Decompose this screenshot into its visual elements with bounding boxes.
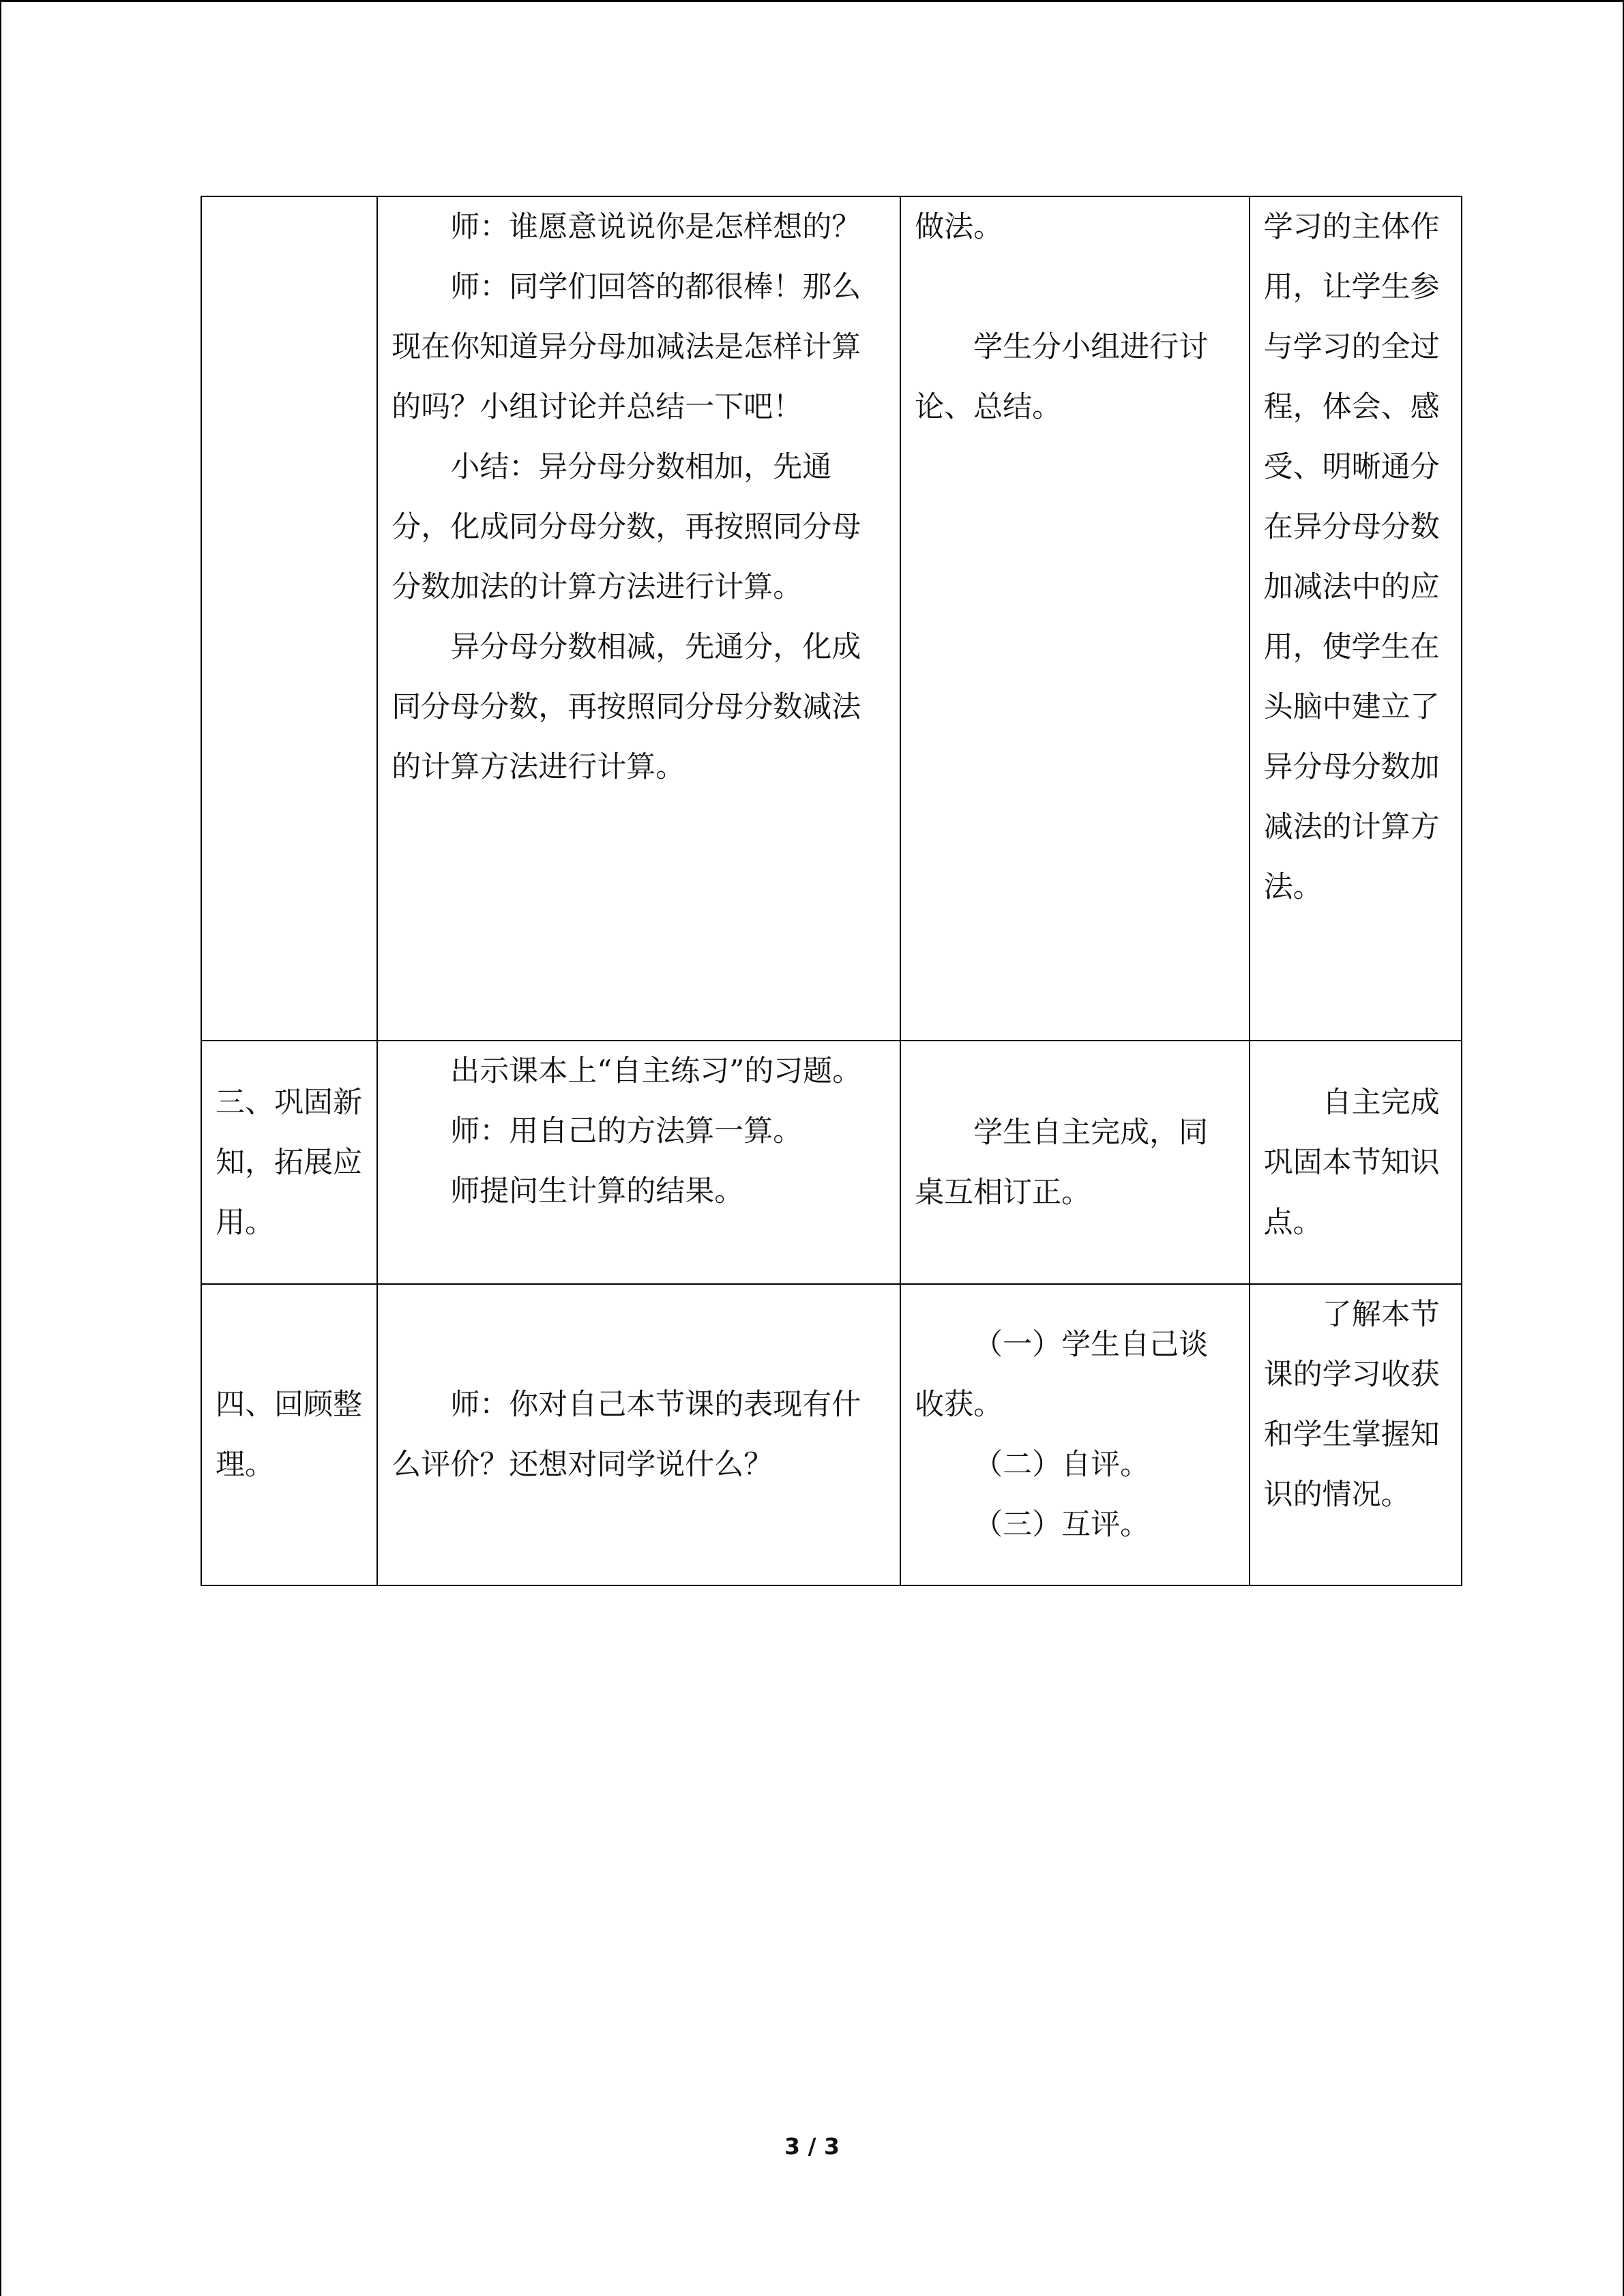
teacher-paragraph: 师：谁愿意说说你是怎样想的？: [450, 210, 861, 244]
teacher-paragraph: 师：你对自己本节课的表现有什么评价？还想对同学说什么？: [392, 1388, 861, 1482]
teacher-paragraph: 出示课本上“自主练习”的习题。: [450, 1054, 862, 1088]
teacher-paragraph: 师提问生计算的结果。: [450, 1174, 744, 1208]
student-paragraph: （一）学生自己谈收获。: [915, 1328, 1209, 1422]
teacher-paragraph: 师：同学们回答的都很棒！那么现在你知道异分母加减法是怎样计算的吗？小组讨论并总结一下吧！: [392, 270, 861, 424]
student-activity-cell: [900, 1041, 1250, 1284]
stage-text: 三、巩固新知，拓展应用。: [216, 1085, 362, 1240]
intent-paragraph: 自主完成巩固本节知识点。: [1263, 1085, 1440, 1240]
student-paragraph: 做法。: [915, 210, 1003, 244]
student-paragraph: 学生分小组进行讨论、总结。: [915, 330, 1209, 424]
teacher-activity-cell: [377, 1041, 900, 1284]
table-row: [201, 1284, 1462, 1585]
teacher-activity-cell: [377, 1284, 900, 1585]
teacher-paragraph: 师：用自己的方法算一算。: [450, 1114, 803, 1148]
student-activity-cell: [900, 1284, 1250, 1585]
page-number: 3 / 3: [784, 2133, 840, 2160]
design-intent-cell: [1250, 1041, 1462, 1284]
page-top-border: [0, 0, 1624, 2]
stage-cell: [201, 1284, 377, 1585]
student-paragraph: （三）互评。: [973, 1508, 1150, 1542]
stage-text: 四、回顾整理。: [216, 1388, 362, 1482]
lesson-plan-table: [201, 196, 1462, 1586]
student-paragraph: 学生自主完成，同桌互相订正。: [915, 1115, 1209, 1210]
table-row: [201, 196, 1462, 1041]
student-paragraph: （二）自评。: [973, 1448, 1150, 1482]
intent-paragraph: 了解本节课的学习收获和学生掌握知识的情况。: [1263, 1298, 1440, 1512]
teacher-paragraph: 异分母分数相减，先通分，化成同分母分数，再按照同分母分数减法的计算方法进行计算。: [392, 630, 861, 784]
stage-cell: [201, 196, 377, 1041]
teacher-paragraph: 小结：异分母分数相加，先通分，化成同分母分数，再按照同分母分数加法的计算方法进行计算。: [392, 450, 861, 604]
stage-cell: [201, 1041, 377, 1284]
student-activity-cell: [900, 196, 1250, 1041]
design-intent-cell: [1250, 196, 1462, 1041]
page-left-border: [0, 0, 1, 2296]
design-intent-cell: [1250, 1284, 1462, 1585]
intent-paragraph: 学习的主体作用，让学生参与学习的全过程，体会、感受、明晰通分在异分母分数加减法中的应用，使学生在头脑中建立了异分母分数加减法的计算方法。: [1263, 210, 1440, 904]
teacher-activity-cell: [377, 196, 900, 1041]
table-row: [201, 1041, 1462, 1284]
